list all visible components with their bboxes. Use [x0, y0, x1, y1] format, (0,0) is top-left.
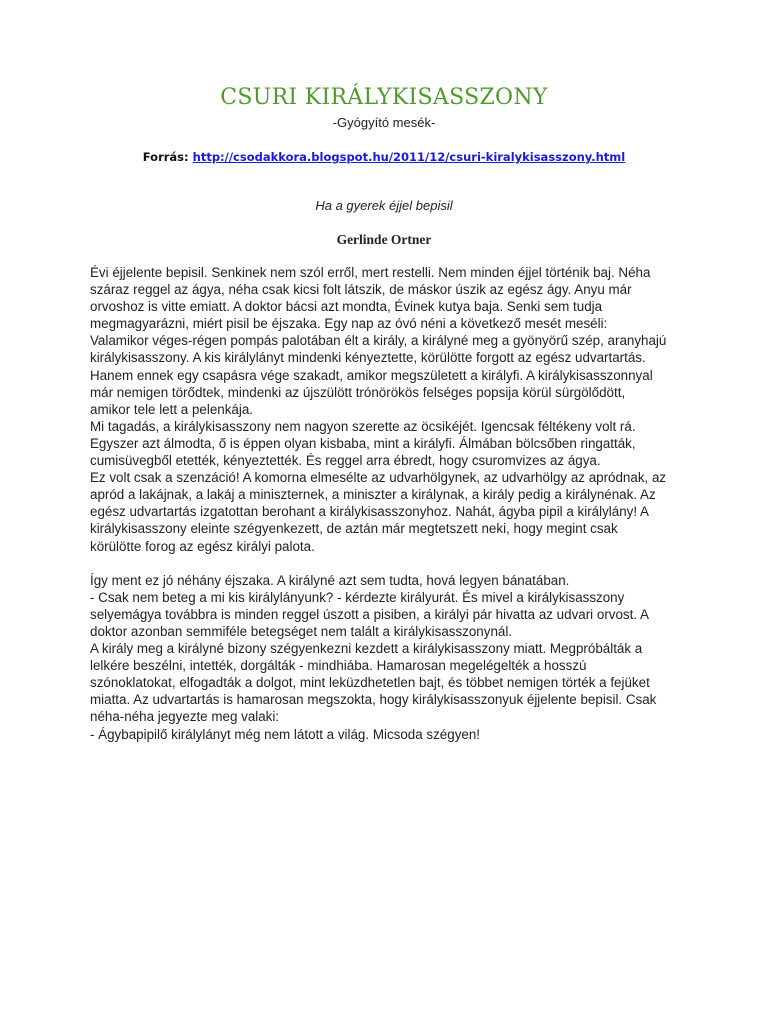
story-body	[90, 264, 690, 743]
text-line: amikor tele lett a pelenkája.	[90, 401, 254, 417]
text-line: Így ment ez jó néhány éjszaka. A királyné azt sem tudta, hová legyen bánatában.	[90, 572, 570, 588]
text-line: Évi éjjelente bepisil. Senkinek nem szól erről, mert restelli. Nem minden éjjel történik baj. Néha	[90, 265, 651, 280]
author-name: Gerlinde Ortner	[336, 232, 432, 247]
document-title: CSURI KIRÁLYKISASSZONY	[220, 85, 548, 110]
text-line: szónoklatokat, elfogadták a dolgot, mint leküzdhetetlen bajt, és többet nemigen törték a fejüket	[90, 675, 650, 691]
text-line: - Ágybapipilő királylányt még nem látott a világ. Micsoda szégyen!	[90, 726, 481, 742]
lead-text: Ha a gyerek éjjel bepisil	[315, 198, 453, 213]
text-line: száraz reggel az ágya, néha csak kicsi folt látszik, de máskor úszik az egész ágy. Anyu már	[90, 282, 632, 298]
paragraph-gap	[90, 555, 690, 572]
text-line: királykisasszony. A kis királylányt mindenki kényeztette, körülötte forgott az egész udvartartás.	[90, 350, 646, 366]
text-line: miatta. Az udvartartás is hamarosan megszokta, hogy királykisasszonyuk éjjelente bepisil. Csak	[90, 692, 657, 708]
text-line: cumisüvegből etették, kényeztették. És reggel arra ébredt, hogy csuromvizes az ágya.	[90, 453, 601, 469]
text-line: körülötte forog az egész királyi palota.	[90, 538, 315, 554]
text-line: néha-néha jegyezte meg valaki:	[90, 709, 280, 725]
text-line: már nemigen törődtek, mindenki az újszülött trónörökös felséges popsija körül sürgölődött,	[90, 384, 626, 400]
text-line: megmagyarázni, miért pisil be éjszaka. Egy nap az óvó néni a következő mesét meséli:	[90, 316, 608, 332]
text-line: doktor azonban semmiféle betegséget nem talált a királykisasszonynál.	[90, 623, 513, 639]
text-line: Valamikor véges-régen pompás palotában élt a király, a királyné meg a gyönyörű szép, aranyhajú	[90, 333, 667, 349]
paragraph-2	[90, 572, 690, 743]
text-line: királykisasszony eleinte szégyenkezett, de aztán már megtetszett neki, hogy megint csak	[90, 521, 618, 537]
text-line: A király meg a királyné bizony szégyenkezni kezdett a királykisasszony miatt. Megpróbálták a	[90, 641, 643, 657]
text-line: selyemágya továbbra is minden reggel úszott a pisiben, a királyi pár hivatta az udvari orvost. A	[90, 606, 649, 622]
text-line: lelkére beszélni, intették, dorgálták - mindhiába. Hamarosan megelégelték a hosszú	[90, 658, 587, 674]
paragraph-1	[90, 264, 690, 555]
source-line	[0, 150, 768, 165]
source-label: Forrás:	[142, 150, 189, 164]
text-line: Egyszer azt álmodta, ő is éppen olyan kisbaba, mint a királyfi. Álmában bölcsőben ringatták,	[90, 435, 636, 451]
source-link[interactable]: http://csodakkora.blogspot.hu/2011/12/csuri-kiralykisasszony.html	[192, 150, 626, 164]
text-line: orvoshoz is vitte emiatt. A doktor bácsi azt mondta, Évinek kutya baja. Senki sem tudja	[90, 299, 603, 315]
text-line: apród a lakájnak, a lakáj a miniszternek, a miniszter a királynak, a király pedig a királynénak. Az	[90, 487, 656, 503]
text-line: egész udvartartás izgatottan berohant a királykisasszonyhoz. Nahát, ágyba pipil a királylány! A	[90, 504, 649, 520]
text-line: Hanem ennek egy csapásra vége szakadt, amikor megszületett a királyfi. A királykisasszonnyal	[90, 367, 653, 383]
document-subtitle: -Gyógyító mesék-	[332, 115, 436, 130]
text-line: Mi tagadás, a királykisasszony nem nagyon szerette az öcsikéjét. Igencsak féltékeny volt rá.	[90, 418, 636, 434]
text-line: Ez volt csak a szenzáció! A komorna elmesélte az udvarhölgynek, az udvarhölgy az apródnak, az	[90, 470, 667, 486]
text-line: - Csak nem beteg a mi kis királylányunk? - kérdezte királyurát. És mivel a királykisasszony	[90, 589, 625, 605]
